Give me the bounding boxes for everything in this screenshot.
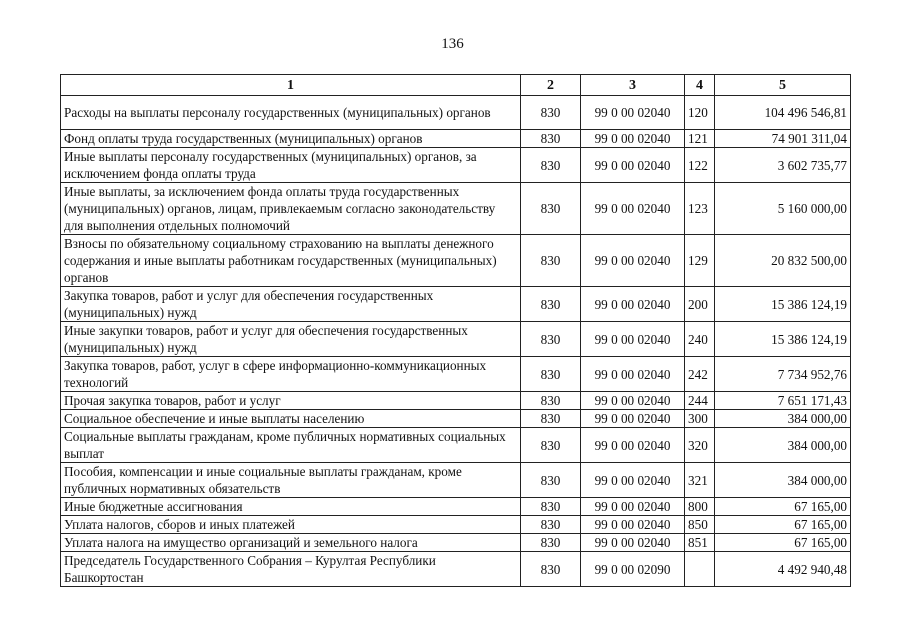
row-amount: 384 000,00	[715, 428, 851, 463]
row-amount: 384 000,00	[715, 463, 851, 498]
row-name: Социальное обеспечение и иные выплаты населению	[61, 410, 521, 428]
row-ved-code: 830	[521, 235, 581, 287]
row-expense-type: 320	[685, 428, 715, 463]
row-target-article: 99 0 00 02040	[581, 428, 685, 463]
header-col-2: 2	[521, 75, 581, 96]
row-name: Фонд оплаты труда государственных (муниципальных) органов	[61, 130, 521, 148]
table-row	[61, 322, 851, 357]
row-expense-type: 123	[685, 183, 715, 235]
table-row	[61, 357, 851, 392]
row-ved-code: 830	[521, 516, 581, 534]
row-expense-type: 200	[685, 287, 715, 322]
row-amount: 104 496 546,81	[715, 96, 851, 130]
row-name: Закупка товаров, работ и услуг для обеспечения государственных (муниципальных) нужд	[61, 287, 521, 322]
header-col-3: 3	[581, 75, 685, 96]
row-ved-code: 830	[521, 392, 581, 410]
row-expense-type: 122	[685, 148, 715, 183]
row-name: Пособия, компенсации и иные социальные выплаты гражданам, кроме публичных нормативных обязательств	[61, 463, 521, 498]
row-amount: 20 832 500,00	[715, 235, 851, 287]
row-name: Иные выплаты персоналу государственных (муниципальных) органов, за исключением фонда оплаты труда	[61, 148, 521, 183]
budget-table	[60, 74, 851, 587]
row-target-article: 99 0 00 02040	[581, 130, 685, 148]
row-name: Иные выплаты, за исключением фонда оплаты труда государственных (муниципальных) органов, лицам, привлекаемым согласно законодательству для выполнения отдельных полномочий	[61, 183, 521, 235]
row-ved-code: 830	[521, 183, 581, 235]
row-target-article: 99 0 00 02090	[581, 552, 685, 587]
row-target-article: 99 0 00 02040	[581, 498, 685, 516]
row-amount: 74 901 311,04	[715, 130, 851, 148]
row-expense-type: 850	[685, 516, 715, 534]
row-amount: 384 000,00	[715, 410, 851, 428]
table-row	[61, 148, 851, 183]
row-expense-type: 800	[685, 498, 715, 516]
row-ved-code: 830	[521, 534, 581, 552]
page-number: 136	[441, 36, 464, 52]
row-ved-code: 830	[521, 96, 581, 130]
row-target-article: 99 0 00 02040	[581, 410, 685, 428]
row-expense-type: 244	[685, 392, 715, 410]
row-amount: 5 160 000,00	[715, 183, 851, 235]
row-expense-type: 129	[685, 235, 715, 287]
row-target-article: 99 0 00 02040	[581, 534, 685, 552]
row-name: Социальные выплаты гражданам, кроме публичных нормативных социальных выплат	[61, 428, 521, 463]
row-amount: 67 165,00	[715, 498, 851, 516]
header-col-5: 5	[715, 75, 851, 96]
row-expense-type	[685, 552, 715, 587]
table-row	[61, 428, 851, 463]
row-ved-code: 830	[521, 322, 581, 357]
row-expense-type: 300	[685, 410, 715, 428]
row-amount: 7 734 952,76	[715, 357, 851, 392]
row-amount: 7 651 171,43	[715, 392, 851, 410]
table-row	[61, 534, 851, 552]
row-amount: 15 386 124,19	[715, 322, 851, 357]
row-amount: 15 386 124,19	[715, 287, 851, 322]
row-ved-code: 830	[521, 498, 581, 516]
row-ved-code: 830	[521, 148, 581, 183]
row-expense-type: 121	[685, 130, 715, 148]
row-target-article: 99 0 00 02040	[581, 463, 685, 498]
row-amount: 3 602 735,77	[715, 148, 851, 183]
row-target-article: 99 0 00 02040	[581, 183, 685, 235]
table-row	[61, 96, 851, 130]
row-target-article: 99 0 00 02040	[581, 148, 685, 183]
table-row	[61, 552, 851, 587]
row-name: Взносы по обязательному социальному страхованию на выплаты денежного содержания и иные выплаты работникам государственных (муниципальных) органов	[61, 235, 521, 287]
row-target-article: 99 0 00 02040	[581, 235, 685, 287]
row-ved-code: 830	[521, 357, 581, 392]
row-target-article: 99 0 00 02040	[581, 322, 685, 357]
row-target-article: 99 0 00 02040	[581, 392, 685, 410]
row-ved-code: 830	[521, 552, 581, 587]
row-name: Прочая закупка товаров, работ и услуг	[61, 392, 521, 410]
header-col-4: 4	[685, 75, 715, 96]
row-name: Иные бюджетные ассигнования	[61, 498, 521, 516]
row-target-article: 99 0 00 02040	[581, 287, 685, 322]
row-amount: 4 492 940,48	[715, 552, 851, 587]
row-target-article: 99 0 00 02040	[581, 96, 685, 130]
row-ved-code: 830	[521, 428, 581, 463]
table-row	[61, 183, 851, 235]
row-name: Расходы на выплаты персоналу государственных (муниципальных) органов	[61, 96, 521, 130]
row-name: Председатель Государственного Собрания – Курултая Республики Башкортостан	[61, 552, 521, 587]
row-ved-code: 830	[521, 463, 581, 498]
row-target-article: 99 0 00 02040	[581, 357, 685, 392]
row-expense-type: 242	[685, 357, 715, 392]
row-expense-type: 851	[685, 534, 715, 552]
table-row	[61, 392, 851, 410]
table-row	[61, 498, 851, 516]
row-target-article: 99 0 00 02040	[581, 516, 685, 534]
row-name: Иные закупки товаров, работ и услуг для обеспечения государственных (муниципальных) нужд	[61, 322, 521, 357]
row-name: Уплата налогов, сборов и иных платежей	[61, 516, 521, 534]
header-col-1: 1	[61, 75, 521, 96]
table-row	[61, 410, 851, 428]
row-expense-type: 240	[685, 322, 715, 357]
table-row	[61, 287, 851, 322]
row-ved-code: 830	[521, 410, 581, 428]
row-amount: 67 165,00	[715, 534, 851, 552]
row-amount: 67 165,00	[715, 516, 851, 534]
row-name: Уплата налога на имущество организаций и земельного налога	[61, 534, 521, 552]
row-expense-type: 120	[685, 96, 715, 130]
row-expense-type: 321	[685, 463, 715, 498]
table-row	[61, 130, 851, 148]
row-ved-code: 830	[521, 130, 581, 148]
table-row	[61, 463, 851, 498]
row-ved-code: 830	[521, 287, 581, 322]
row-name: Закупка товаров, работ, услуг в сфере информационно-коммуникационных технологий	[61, 357, 521, 392]
table-row	[61, 235, 851, 287]
table-row	[61, 516, 851, 534]
table-header-row	[61, 75, 851, 96]
